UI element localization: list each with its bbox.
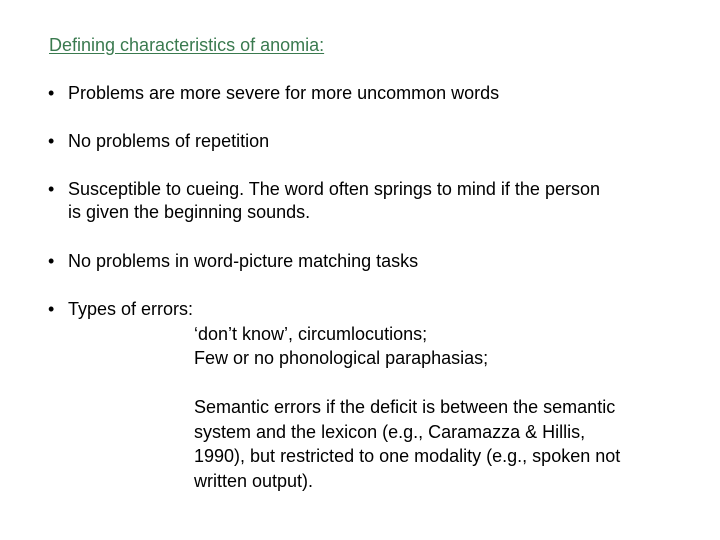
slide-heading: Defining characteristics of anomia: <box>49 35 325 55</box>
paragraph-line: 1990), but restricted to one modality (e.g., spoken not <box>194 446 621 466</box>
error-type-line: Few or no phonological paraphasias; <box>194 348 489 368</box>
bullet-text: No problems in word-picture matching tasks <box>68 251 419 271</box>
bullet-dot: • <box>48 299 55 319</box>
bullet-dot: • <box>48 83 55 103</box>
bullet-dot: • <box>48 251 55 271</box>
bullet-text-line: is given the beginning sounds. <box>68 202 311 222</box>
paragraph-line: written output). <box>194 470 314 491</box>
bullet-text: No problems of repetition <box>68 131 270 151</box>
bullet-dot: • <box>48 179 55 199</box>
bullet-text-line: Susceptible to cueing. The word often springs to mind if the person <box>68 179 600 199</box>
paragraph-line: Semantic errors if the deficit is between the semantic <box>194 397 616 417</box>
bullet-dot: • <box>48 131 55 151</box>
bullet-text: Problems are more severe for more uncommon words <box>68 83 500 103</box>
bullet-text: Types of errors: <box>68 299 194 319</box>
bullet-text <box>68 178 600 224</box>
error-type-line: ‘don’t know’, circumlocutions; <box>194 324 428 344</box>
semantic-errors-paragraph <box>194 395 620 493</box>
paragraph-line: system and the lexicon (e.g., Caramazza & Hillis, <box>194 421 586 442</box>
